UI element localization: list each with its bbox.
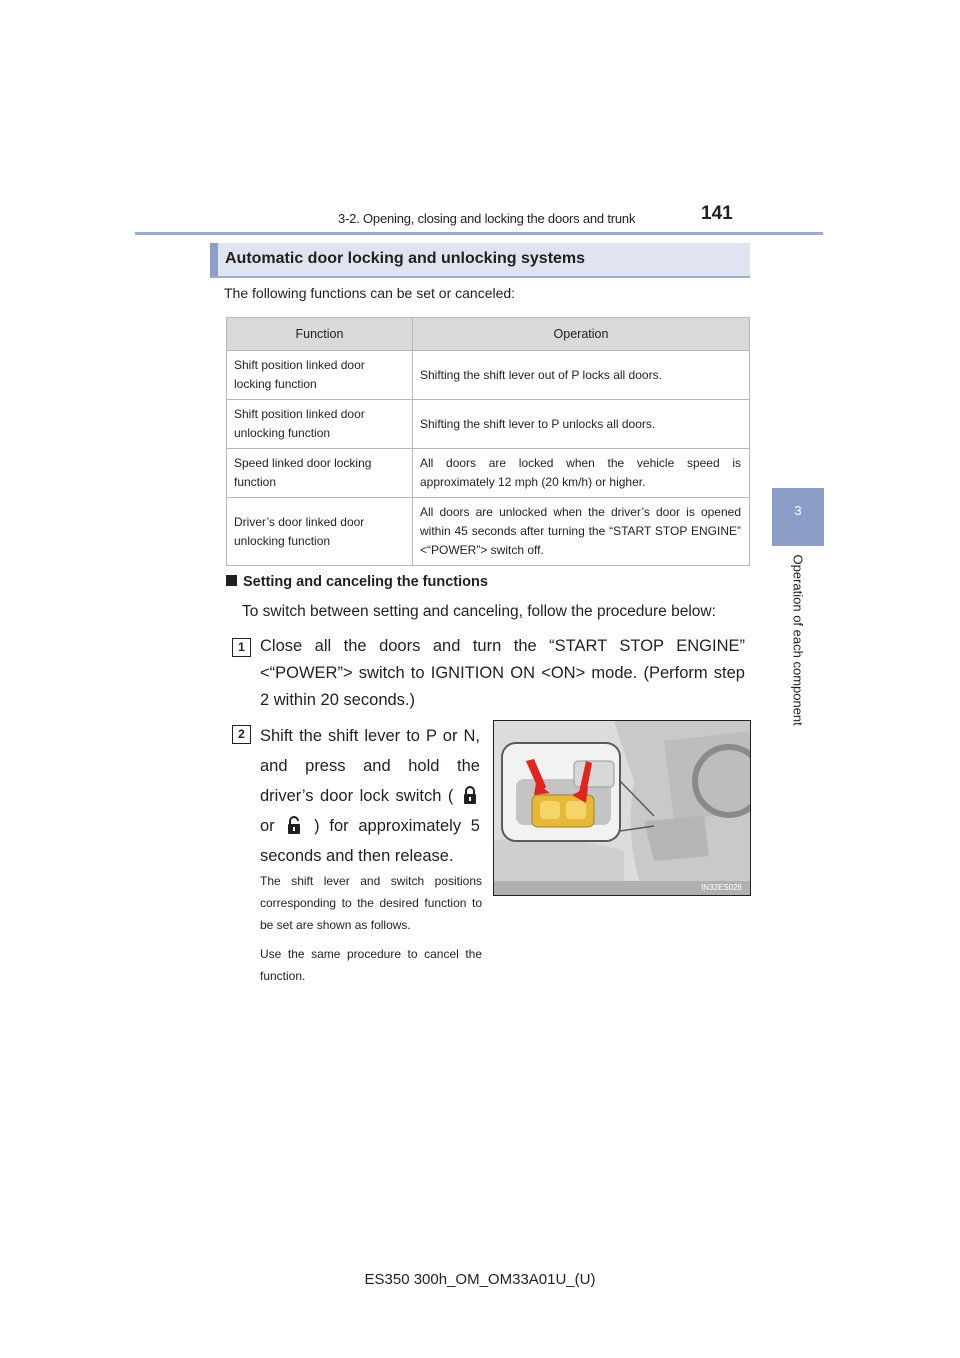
table-row — [227, 351, 750, 400]
door-lock-icon — [460, 785, 480, 805]
table-header-operation: Operation — [413, 318, 750, 351]
table-cell-function: Driver’s door linked door unlocking function — [227, 498, 413, 566]
note-positions: The shift lever and switch positions corresponding to the desired function to be set are shown as follows. — [260, 874, 482, 932]
illustration-code: IN32ES026 — [701, 883, 742, 892]
chapter-tab[interactable]: 3 — [772, 488, 824, 546]
note-cancel: Use the same procedure to cancel the function. — [260, 947, 482, 983]
step-2-text-after: ) for approximately 5 seconds and then release. — [260, 817, 480, 865]
step-number-2: 2 — [232, 725, 251, 744]
table-row — [227, 498, 750, 566]
chapter-tab-label: Operation of each component — [790, 554, 806, 726]
door-lock-switch-illustration — [493, 720, 751, 896]
table-row — [227, 449, 750, 498]
illustration-drawing — [494, 721, 750, 895]
table-cell-operation: All doors are locked when the vehicle speed is approximately 12 mph (20 km/h) or higher. — [413, 449, 750, 498]
procedure-intro: To switch between setting and canceling, follow the procedure below: — [242, 603, 716, 620]
intro-text: The following functions can be set or canceled: — [224, 285, 516, 301]
footer-doc-code: ES350 300h_OM_OM33A01U_(U) — [364, 1271, 596, 1288]
chapter-tab-label-wrap — [789, 556, 807, 746]
table-header-function: Function — [227, 318, 413, 351]
header-rule — [135, 232, 823, 235]
function-table — [226, 317, 750, 566]
table-cell-operation: Shifting the shift lever to P unlocks all doors. — [413, 400, 750, 449]
step-2-text-before: Shift the shift lever to P or N, and press and hold the driver’s door lock switch ( — [260, 727, 480, 805]
step-2-text — [260, 721, 480, 871]
section-title: Automatic door locking and unlocking systems — [225, 250, 586, 267]
step-number-1: 1 — [232, 638, 251, 657]
subsection-title: Setting and canceling the functions — [243, 574, 488, 590]
section-title-accent — [210, 243, 218, 276]
table-cell-function: Shift position linked door locking function — [227, 351, 413, 400]
table-cell-function: Shift position linked door unlocking function — [227, 400, 413, 449]
table-cell-operation: Shifting the shift lever out of P locks all doors. — [413, 351, 750, 400]
square-bullet-icon — [226, 575, 237, 586]
subsection-heading — [226, 574, 488, 590]
table-header-row — [227, 318, 750, 351]
door-unlock-icon — [284, 815, 304, 835]
table-cell-operation: All doors are unlocked when the driver’s door is opened within 45 seconds after turning the “START STOP ENGINE” <“POWER”> switch off. — [413, 498, 750, 566]
step-2-text-or: or — [260, 817, 275, 835]
table-row — [227, 400, 750, 449]
table-cell-function: Speed linked door locking function — [227, 449, 413, 498]
page-number: 141 — [701, 203, 733, 224]
step-1-text: Close all the doors and turn the “START STOP ENGINE” <“POWER”> switch to IGNITION ON <ON> mode. (Perform step 2 within 20 seconds.) — [260, 637, 745, 709]
running-header-section: 3-2. Opening, closing and locking the doors and trunk — [338, 211, 636, 226]
